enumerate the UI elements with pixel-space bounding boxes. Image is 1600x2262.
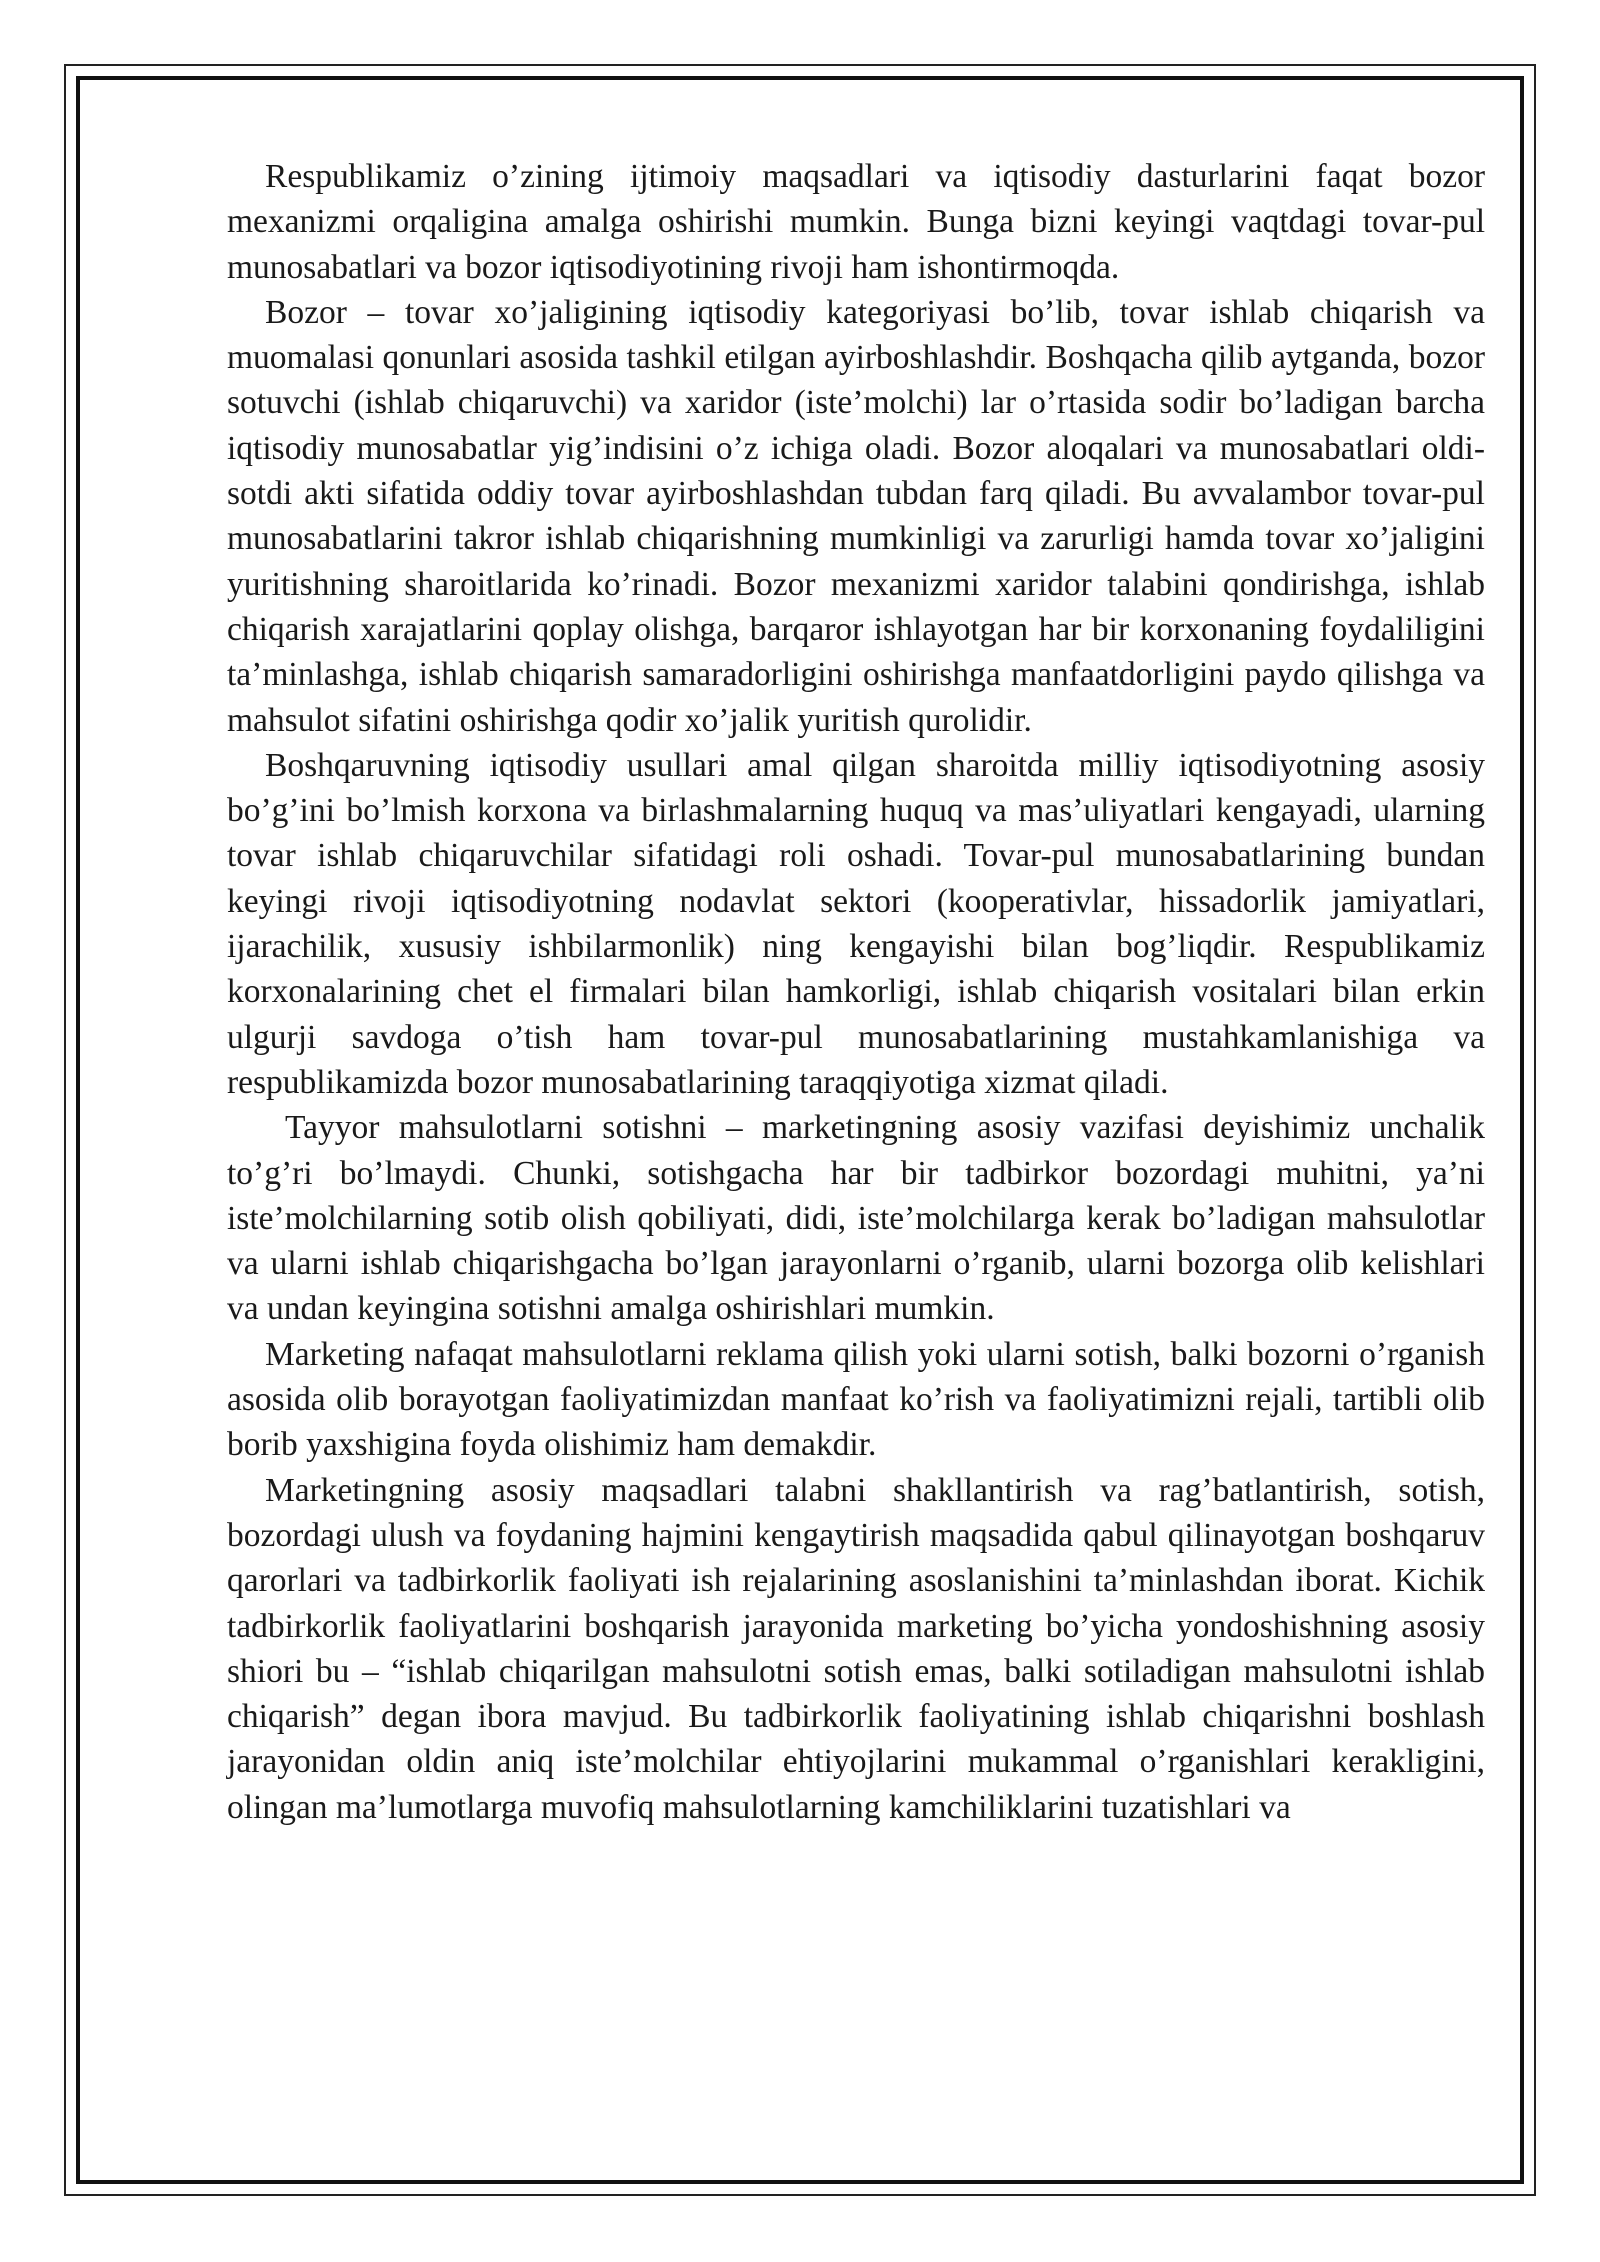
paragraph-2: Bozor – tovar xo’jaligining iqtisodiy kategoriyasi bo’lib, tovar ishlab chiqarish va muomalasi qonunlari asosida tashkil etilgan ayirboshlashdir. Boshqacha qilib aytganda, bozor sotuvchi (ishlab chiqaruvchi) va xaridor (iste’molchi) lar o’rtasida sodir bo’ladigan barcha iqtisodiy munosabatlar yig’indisini o’z ichiga oladi. Bozor aloqalari va munosabatlari oldi-sotdi akti sifatida oddiy tovar ayirboshlashdan tubdan farq qiladi. Bu avvalambor tovar-pul munosabatlarini takror ishlab chiqarishning mumkinligi va zarurligi hamda tovar xo’jaligini yuritishning sharoitlarida ko’rinadi. Bozor mexanizmi xaridor talabini qondirishga, ishlab chiqarish xarajatlarini qoplay olishga, barqaror ishlayotgan har bir korxonaning foydaliligini ta’minlashga, ishlab chiqarish samaradorligini oshirishga manfaatdorligini paydo qilishga va mahsulot sifatini oshirishga qodir xo’jalik yuritish qurolidir. <box>227 293 1485 739</box>
paragraph-1: Respublikamiz o’zining ijtimoiy maqsadlari va iqtisodiy dasturlarini faqat bozor mexanizmi orqaligina amalga oshirishi mumkin. Bunga bizni keyingi vaqtdagi tovar-pul munosabatlari va bozor iqtisodiyotining rivoji ham ishontirmoqda. <box>227 158 1485 286</box>
paragraph-3: Boshqaruvning iqtisodiy usullari amal qilgan sharoitda milliy iqtisodiyotning asosiy bo’g’ini bo’lmish korxona va birlashmalarning huquq va mas’uliyatlari kengayadi, ularning tovar ishlab chiqaruvchilar sifatidagi roli oshadi. Tovar-pul munosabatlarining bundan keyingi rivoji iqtisodiyotning nodavlat sektori (kooperativlar, hissadorlik jamiyatlari, ijarachilik, xususiy ishbilarmonlik) ning kengayishi bilan bog’liqdir. Respublikamiz korxonalarining chet el firmalari bilan hamkorligi, ishlab chiqarish vositalari bilan erkin ulgurji savdoga o’tish ham tovar-pul munosabatlarining mustahkamlanishiga va respublikamizda bozor munosabatlarining taraqqiyotiga xizmat qiladi. <box>227 746 1485 1101</box>
document-body <box>227 154 1485 1830</box>
paragraph-5: Marketing nafaqat mahsulotlarni reklama qilish yoki ularni sotish, balki bozorni o’rganish asosida olib borayotgan faoliyatimizdan manfaat ko’rish va faoliyatimizni rejali, tartibli olib borib yaxshigina foyda olishimiz ham demakdir. <box>227 1335 1485 1464</box>
paragraph-6: Marketingning asosiy maqsadlari talabni shakllantirish va rag’batlantirish, sotish, bozordagi ulush va foydaning hajmini kengaytirish maqsadida qabul qilinayotgan boshqaruv qarorlari va tadbirkorlik faoliyati ish rejalarining asoslanishini ta’minlashdan iborat. Kichik tadbirkorlik faoliyatlarini boshqarish jarayonida marketing bo’yicha yondoshishning asosiy shiori bu – “ishlab chiqarilgan mahsulotni sotish emas, balki sotiladigan mahsulotni ishlab chiqarish” degan ibora mavjud. Bu tadbirkorlik faoliyatining ishlab chiqarishni boshlash jarayonidan oldin aniq iste’molchilar ehtiyojlarini mukammal o’rganishlari kerakligini, olingan ma’lumotlarga muvofiq mahsulotlarning kamchiliklarini tuzatishlari va <box>227 1471 1485 1826</box>
paragraph-4: Tayyor mahsulotlarni sotishni – marketingning asosiy vazifasi deyishimiz unchalik to’g’ri bo’lmaydi. Chunki, sotishgacha har bir tadbirkor bozordagi muhitni, ya’ni iste’molchilarning sotib olish qobiliyati, didi, iste’molchilarga kerak bo’ladigan mahsulotlar va ularni ishlab chiqarishgacha bo’lgan jarayonlarni o’rganib, ularni bozorga olib kelishlari va undan keyingina sotishni amalga oshirishlari mumkin. <box>227 1109 1485 1328</box>
